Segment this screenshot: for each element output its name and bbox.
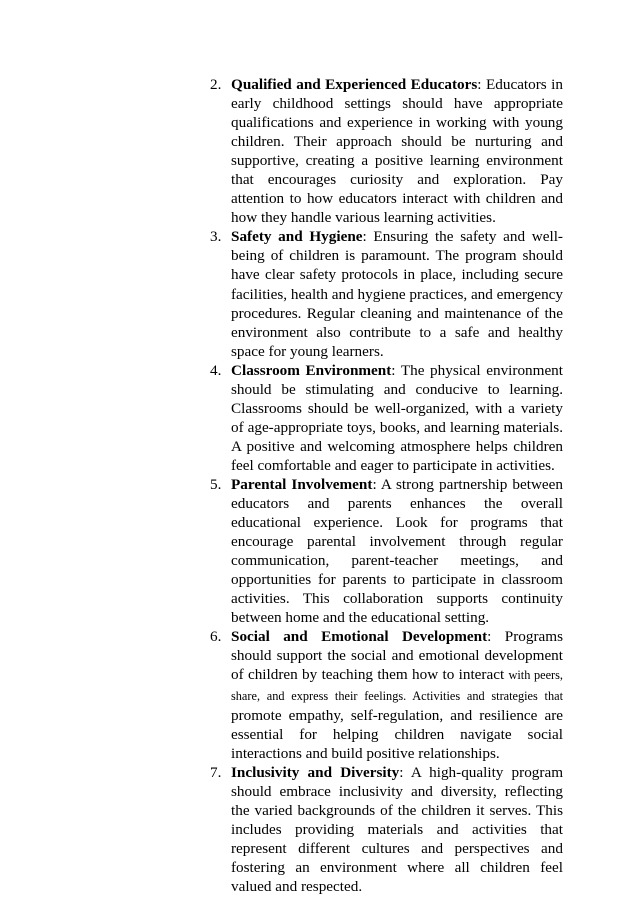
list-item-educators	[203, 75, 563, 227]
item-text-small: with peers, share, and express their feelings. Activities and strategies that	[231, 668, 563, 703]
list-item-social-emotional	[203, 627, 563, 762]
list-number: 5.	[210, 475, 222, 493]
list-item-classroom	[203, 361, 563, 475]
item-title: Social and Emotional Development	[231, 628, 488, 646]
item-title: Inclusivity and Diversity	[231, 763, 400, 781]
item-text: : Programs should support the social and emotional development of children by teaching them how to interact	[231, 628, 563, 684]
list-number: 7.	[210, 763, 222, 781]
item-text: : Ensuring the safety and well-being of children is paramount. The program should have clear safety protocols in place, including secure facilities, health and hygiene practices, and emergency procedures. Regular cleaning and maintenance of the environment also contribute to a safe and healthy space for young learners.	[231, 228, 564, 360]
item-text: : A high-quality program should embrace inclusivity and diversity, reflecting the varied backgrounds of the children it serves. This includes providing materials and activities that represent different cultures and perspectives and fostering an environment where all children feel valued and respected.	[231, 763, 564, 895]
list-number: 4.	[210, 361, 222, 379]
item-title: Classroom Environment	[231, 361, 392, 379]
item-text: : Educators in early childhood settings should have appropriate qualifications and experience in working with young children. Their approach should be nurturing and supportive, creating a positive learning environment that encourages curiosity and exploration. Pay attention to how educators interact with children and how they handle various learning activities.	[231, 76, 563, 227]
item-title: Qualified and Experienced Educators	[231, 76, 478, 93]
list-number: 6.	[210, 628, 222, 646]
list-number: 3.	[210, 228, 222, 246]
item-text: : A strong partnership between educators and parents enhances the overall educational experience. Look for programs that encourage parental involvement through regular communication, parent-teacher meetings, and opportunities for parents to participate in classroom activities. This collaboration supports continuity between home and the educational setting.	[231, 475, 563, 627]
criteria-list	[203, 75, 563, 896]
item-title: Parental Involvement	[231, 475, 373, 493]
item-text: : The physical environment should be stimulating and conducive to learning. Classrooms should be well-organized, with a variety of age-appropriate toys, books, and learning materials. A positive and welcoming atmosphere helps children feel comfortable and eager to participate in activities.	[231, 361, 563, 474]
item-text: promote empathy, self-regulation, and resilience are essential for helping children navigate social interactions and build positive relationships.	[231, 706, 563, 762]
item-title: Safety and Hygiene	[231, 228, 363, 246]
list-item-parental	[203, 475, 563, 627]
list-item-safety	[203, 227, 563, 360]
list-number: 2.	[210, 76, 222, 93]
list-item-inclusivity	[203, 763, 563, 896]
